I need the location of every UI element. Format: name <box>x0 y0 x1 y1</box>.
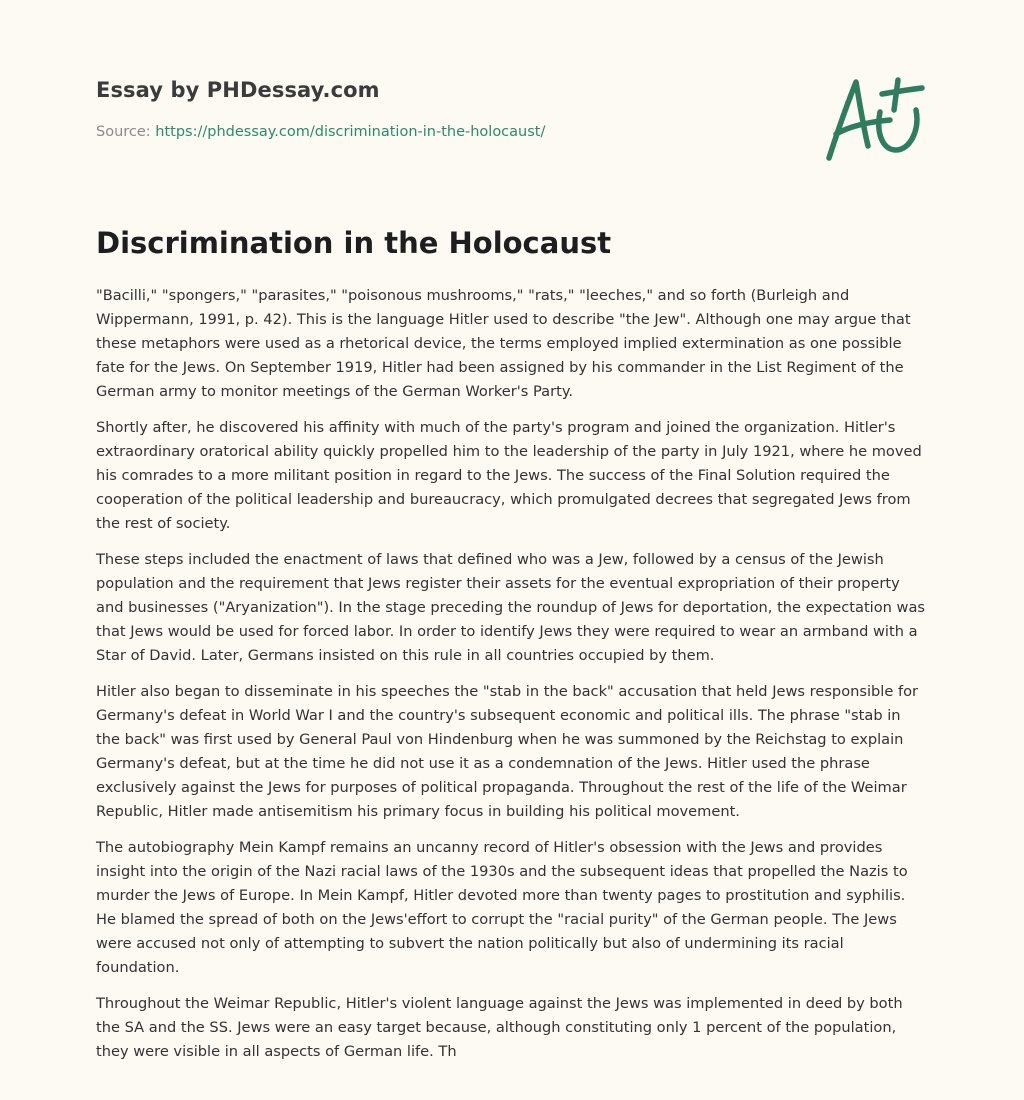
essay-paragraph: "Bacilli," "spongers," "parasites," "poisonous mushrooms," "rats," "leeches," and so forth (Burleigh and Wippermann, 1991, p. 42). This is the language Hitler used to describe "the Jew". Although one may argue that these metaphors were used as a rhetorical device, the terms employed implied extermination as one possible fate for the Jews. On September 1919, Hitler had been assigned by his commander in the List Regiment of the German army to monitor meetings of the German Worker's Party. <box>96 287 911 400</box>
essay-body <box>96 284 926 1076</box>
essay-title: Discrimination in the Holocaust <box>96 226 612 260</box>
essay-paragraph: Throughout the Weimar Republic, Hitler's violent language against the Jews was implemented in deed by both the SA and the SS. Jews were an easy target because, although constituting only 1 percent of the population, they were visible in all aspects of German life. Th <box>96 995 903 1060</box>
a-plus-grade-icon <box>824 70 928 166</box>
source-link[interactable]: https://phdessay.com/discrimination-in-the-holocaust/ <box>155 124 546 140</box>
essay-paragraph: These steps included the enactment of laws that defined who was a Jew, followed by a census of the Jewish population and the requirement that Jews register their assets for the eventual expropriation of their property and businesses ("Aryanization"). In the stage preceding the roundup of Jews for deportation, the expectation was that Jews would be used for forced labor. In order to identify Jews they were required to wear an armband with a Star of David. Later, Germans insisted on this rule in all countries occupied by them. <box>96 551 926 664</box>
page-header <box>96 0 926 220</box>
essay-paragraph: Shortly after, he discovered his affinity with much of the party's program and joined the organization. Hitler's extraordinary oratorical ability quickly propelled him to the leadership of the party in July 1921, where he moved his comrades to a more militant position in regard to the Jews. The success of the Final Solution required the cooperation of the political leadership and bureaucracy, which promulgated decrees that segregated Jews from the rest of society. <box>96 419 922 532</box>
essay-paragraph: Hitler also began to disseminate in his speeches the "stab in the back" accusation that held Jews responsible for Germany's defeat in World War I and the country's subsequent economic and political ills. The phrase "stab in the back" was first used by General Paul von Hindenburg when he was summoned by the Reichstag to explain Germany's defeat, but at the time he did not use it as a condemnation of the Jews. Hitler used the phrase exclusively against the Jews for purposes of political propaganda. Throughout the rest of the life of the Weimar Republic, Hitler made antisemitism his primary focus in building his political movement. <box>96 683 919 820</box>
source-label: Source: <box>96 124 151 140</box>
source-line <box>96 124 545 140</box>
essay-paragraph: The autobiography Mein Kampf remains an uncanny record of Hitler's obsession with the Jews and provides insight into the origin of the Nazi racial laws of the 1930s and the subsequent ideas that propelled the Nazis to murder the Jews of Europe. In Mein Kampf, Hitler devoted more than twenty pages to prostitution and syphilis. He blamed the spread of both on the Jews'effort to corrupt the "racial purity" of the German people. The Jews were accused not only of attempting to subvert the nation politically but also of undermining its racial foundation. <box>96 839 908 976</box>
essay-page <box>96 0 926 1060</box>
site-title: Essay by PHDessay.com <box>96 78 380 102</box>
